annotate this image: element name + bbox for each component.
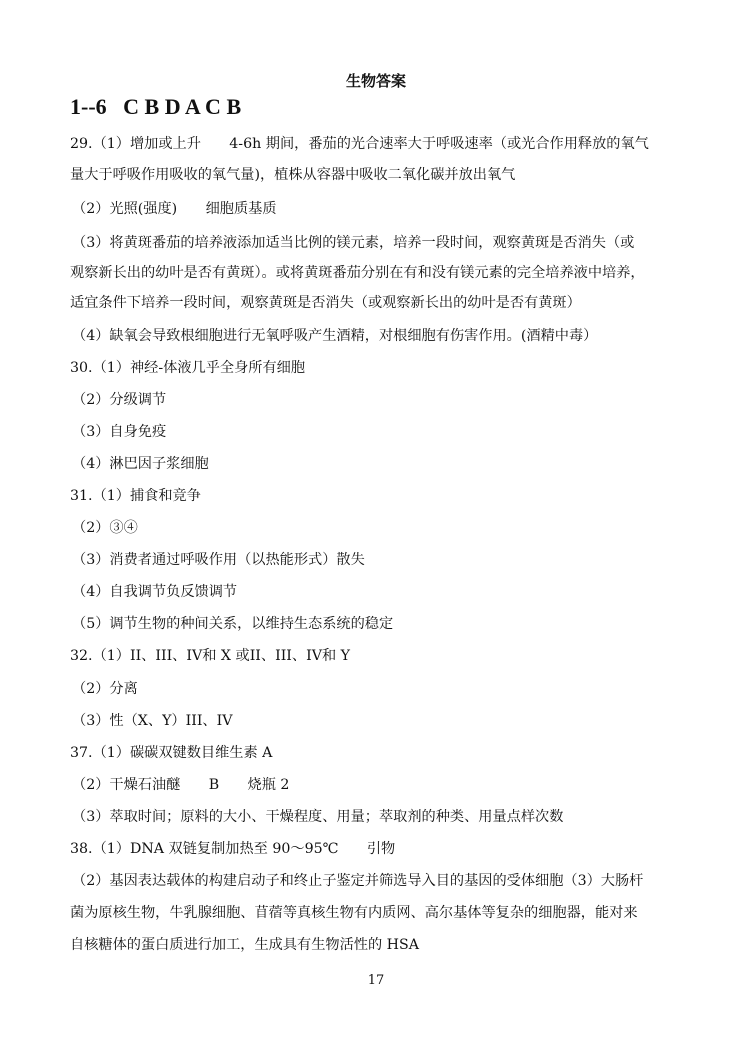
answer-line: 自核糖体的蛋白质进行加工，生成具有生物活性的 HSA xyxy=(70,937,419,953)
answer-line: （3）自身免疫 xyxy=(72,424,167,440)
answer-line: （2）光照(强度) 细胞质基质 xyxy=(72,201,277,217)
answer-line: 菌为原核生物，牛乳腺细胞、苜蓿等真核生物有内质网、高尔基体等复杂的细胞器，能对来 xyxy=(70,905,638,921)
answer-line: 32.（1）II、III、IV和 X 或II、III、IV和 Y xyxy=(70,648,351,664)
answer-line: （2）分离 xyxy=(72,681,138,697)
answer-line: （2）分级调节 xyxy=(72,392,167,408)
answer-line: 31.（1）捕食和竞争 xyxy=(70,488,201,504)
answer-line: 29.（1）增加或上升 4-6h 期间，番茄的光合速率大于呼吸速率（或光合作用释放的氧气 xyxy=(70,136,649,152)
answer-line: （3）消费者通过呼吸作用（以热能形式）散失 xyxy=(72,552,365,568)
page-title: 生物答案 xyxy=(345,72,406,90)
answer-line: （2）基因表达载体的构建启动子和终止子鉴定并筛选导入目的基因的受体细胞（3）大肠杆 xyxy=(72,873,644,889)
answer-line: 量大于呼吸作用吸收的氧气量)，植株从容器中吸收二氧化碳并放出氧气 xyxy=(70,167,516,183)
answer-line: （4）淋巴因子浆细胞 xyxy=(72,456,209,472)
answer-line: 适宜条件下培养一段时间，观察黄斑是否消失（或观察新长出的幼叶是否有黄斑） xyxy=(70,295,581,311)
answer-line: 30.（1）神经-体液几乎全身所有细胞 xyxy=(70,360,306,376)
answer-line: （2）干燥石油醚 B 烧瓶 2 xyxy=(72,777,290,793)
answer-line: （3）性（X、Y）III、IV xyxy=(72,713,233,729)
answer-line: 观察新长出的幼叶是否有黄斑）。或将黄斑番茄分别在有和没有镁元素的完全培养液中培养， xyxy=(70,265,645,281)
answer-line: （3）将黄斑番茄的培养液添加适当比例的镁元素，培养一段时间，观察黄斑是否消失（或 xyxy=(72,235,635,251)
answer-line: （3）萃取时间；原料的大小、干燥程度、用量；萃取剂的种类、用量点样次数 xyxy=(72,809,564,825)
page-number: 17 xyxy=(367,973,385,988)
answer-line: （2）③④ xyxy=(72,520,138,536)
answer-line: 38.（1）DNA 双链复制加热至 90～95℃ 引物 xyxy=(70,841,396,857)
answer-line: （4）缺氧会导致根细胞进行无氧呼吸产生酒精，对根细胞有伤害作用。(酒精中毒） xyxy=(72,328,598,344)
answer-line: （4）自我调节负反馈调节 xyxy=(72,584,238,600)
multiple-choice-answers: 1--6 C B D A C B xyxy=(70,94,242,119)
answer-line: （5）调节生物的种间关系，以维持生态系统的稳定 xyxy=(72,616,394,632)
answer-line: 37.（1）碳碳双键数目维生素 A xyxy=(70,745,273,761)
